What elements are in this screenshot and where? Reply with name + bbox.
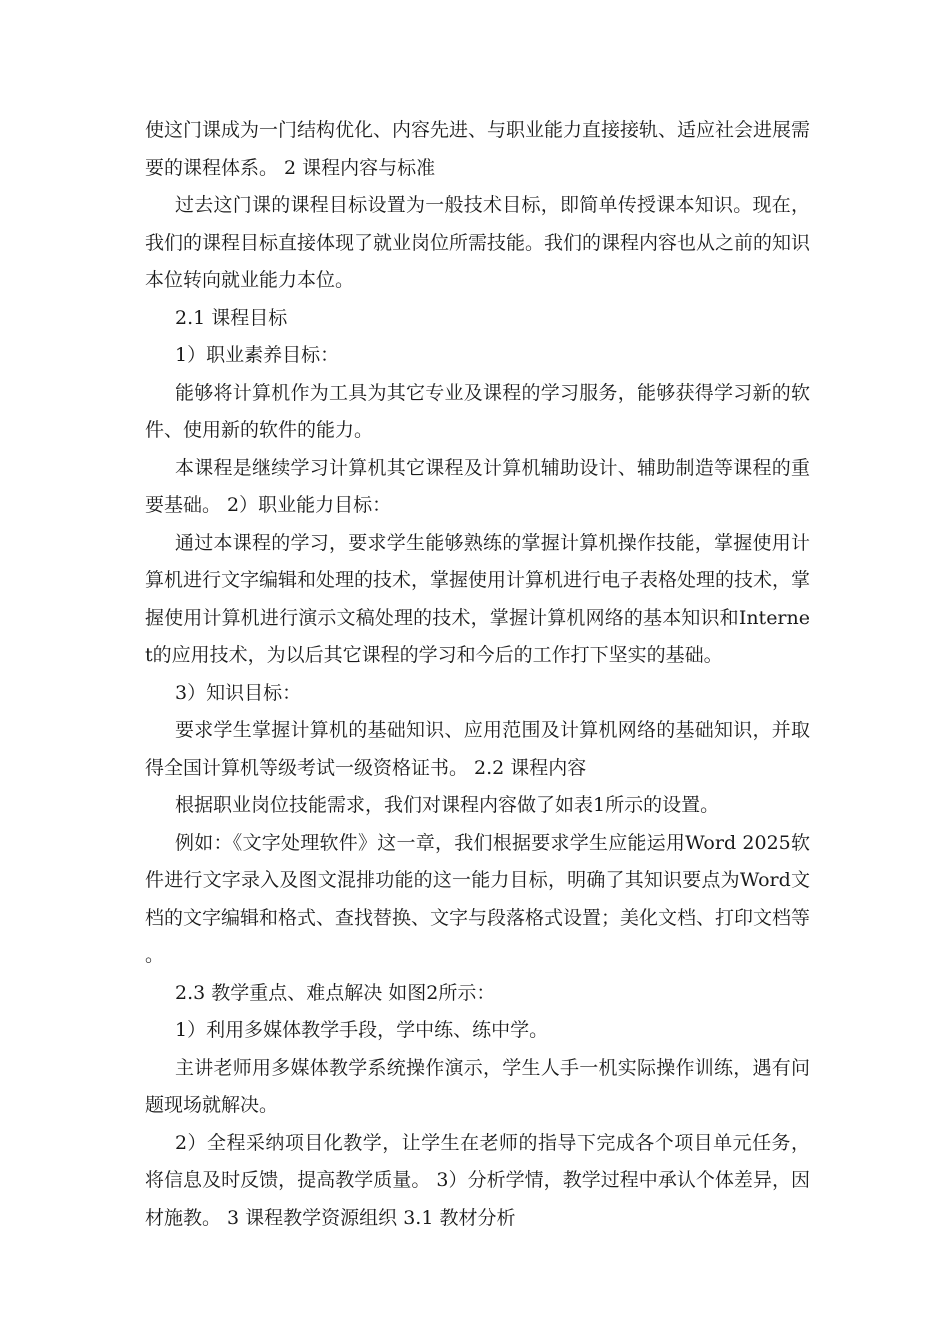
paragraph-13: 1）利用多媒体教学手段，学中练、练中学。 [175, 1019, 549, 1041]
document-page [145, 112, 810, 1237]
paragraph-10: 根据职业岗位技能需求，我们对课程内容做了如表1所示的设置。 [175, 794, 720, 816]
paragraph-8: 3）知识目标： [175, 681, 302, 704]
paragraph-9: 要求学生掌握计算机的基础知识、应用范围及计算机网络的基础知识，并取得全国计算机等级考试一级资格证书。 2.2 课程内容 [145, 719, 810, 779]
paragraph-11: 例如：《文字处理软件》这一章，我们根据要求学生应能运用Word 2025软件进行文字录入及图文混排功能的这一能力目标，明确了其知识要点为Word文档的文字编辑和格式、查找替换、文字与段落格式设置；美化文档、打印文档等。 [145, 831, 811, 966]
paragraph-4: 1）职业素养目标： [175, 344, 340, 366]
paragraph-14: 主讲老师用多媒体教学系统操作演示，学生人手一机实际操作训练，遇有问题现场就解决。 [145, 1056, 810, 1116]
paragraph-2: 过去这门课的课程目标设置为一般技术目标，即简单传授课本知识。现在，我们的课程目标直接体现了就业岗位所需技能。我们的课程内容也从之前的知识本位转向就业能力本位。 [145, 194, 811, 291]
heading-2-3: 2.3 教学重点、难点解决 如图2所示： [175, 981, 496, 1004]
paragraph-7: 通过本课程的学习，要求学生能够熟练的掌握计算机操作技能，掌握使用计算机进行文字编辑和处理的技术，掌握使用计算机进行电子表格处理的技术，掌握使用计算机进行演示文稿处理的技术，掌握计算机网络的基本知识和Internet的应用技术，为以后其它课程的学习和今后的工作打下坚实的基础。 [145, 531, 811, 666]
paragraph-5: 能够将计算机作为工具为其它专业及课程的学习服务，能够获得学习新的软件、使用新的软件的能力。 [145, 381, 810, 441]
paragraph-6: 本课程是继续学习计算机其它课程及计算机辅助设计、辅助制造等课程的重要基础。 2）职业能力目标： [145, 456, 810, 516]
paragraph-15: 2）全程采纳项目化教学，让学生在老师的指导下完成各个项目单元任务，将信息及时反馈，提高教学质量。 3）分析学情，教学过程中承认个体差异，因材施教。 3 课程教学资源组织 3.1 教材分析 [145, 1131, 810, 1229]
heading-2-1: 2.1 课程目标 [175, 306, 288, 329]
paragraph-1: 使这门课成为一门结构优化、内容先进、与职业能力直接接轨、适应社会进展需要的课程体系。 2 课程内容与标准 [145, 119, 811, 179]
